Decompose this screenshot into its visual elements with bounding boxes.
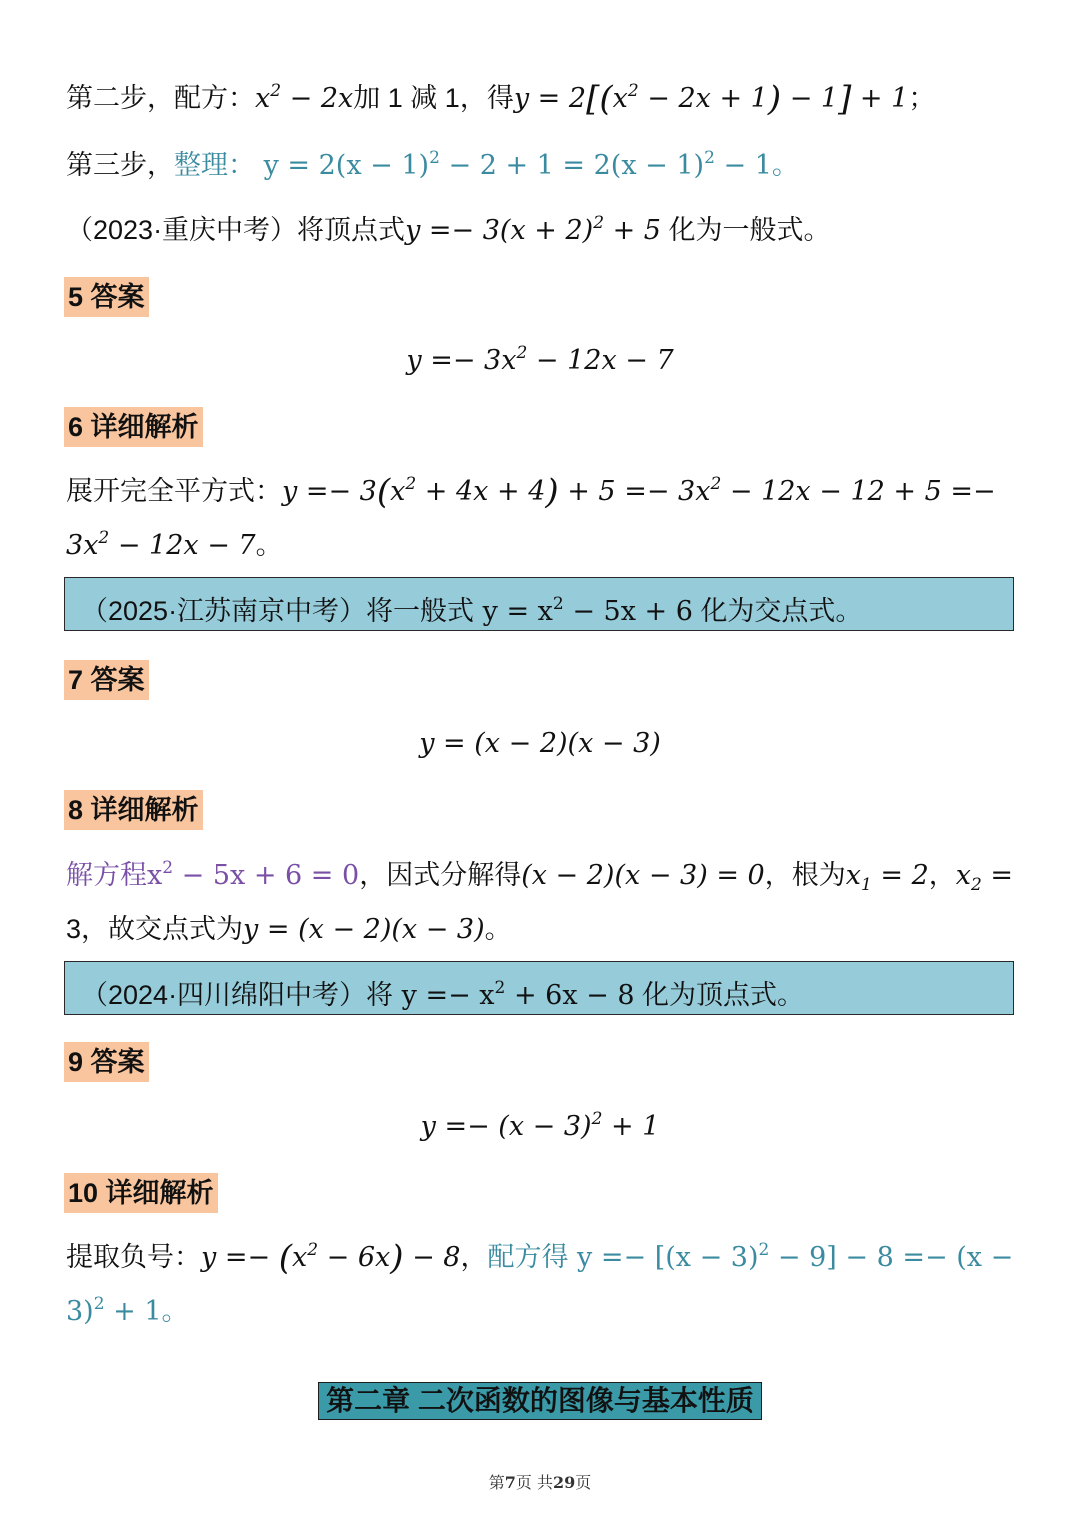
answer-tag-7: 7 答案 [64,660,149,700]
analysis-tag-8: 8 详细解析 [64,790,203,830]
chapter-heading: 第二章 二次函数的图像与基本性质 [318,1382,762,1420]
sol6-punct: 。 [255,530,283,560]
step3-label: 第三步， [66,150,174,180]
solution-6-line1: 展开完全平方式：$y =- 3(x^2 + 4x + 4) + 5 =- 3x^2 - 12x - 12 + 5$ =− [66,472,996,512]
sol8-purple-label: 解方程 [66,860,147,890]
q2-text: （2025·江苏南京中考）将一般式 [81,596,475,626]
question-chongqing [66,212,831,249]
sol8-comma: ， [928,860,956,890]
footer-page-number: 7 [504,1473,516,1492]
solution-8-line1: 解方程$x^2 - 5x + 6 = 0$，因式分解得(x − 2)(x − 3) = 0，根为$x_1 = 2$，$x_2$ = [66,858,1014,895]
solution-8-line2: 3，故交点式为y = (x − 2)(x − 3)。 [66,914,512,945]
sol10-expr-cont: 3)$^2$ + 1 [66,1294,162,1327]
q1-tail: 化为一般式。 [660,215,831,245]
sol10-expr: $y =- [(x - 3)^2 - 9] - 8 =- (x$ − [568,1240,1014,1273]
solution-6-line2: $3x^2 - 12x - 7$。 [66,528,283,561]
sol8-line2: 3，故交点式为 [66,914,244,944]
q1-expr: $y =- 3(x + 2)^2 + 5$ [405,213,661,246]
footer-post: 页 [575,1473,592,1492]
step2-tail: ； [908,83,936,113]
question-nanjing-box [64,577,1014,631]
step2-add-text: 加 1 减 1，得 [353,83,514,113]
step3-line [66,147,799,184]
analysis-tag-10: 10 详细解析 [64,1173,218,1213]
sol10-punct: 。 [161,1296,189,1326]
step3-punct: 。 [771,150,799,180]
sol10-teal-label: 配方得 [487,1242,569,1272]
step3-teal-label: 整理： [174,150,255,180]
q2-tail: 化为交点式。 [692,596,863,626]
sol8-equation: $x^2 - 5x + 6 = 0$ [147,858,360,891]
q1-text: （2023·重庆中考）将顶点式 [66,215,406,245]
q3-expr: $y =- x^2 + 6x - 8$ [393,978,635,1011]
footer-total-pages: 29 [552,1473,576,1492]
step2-expr: $x^2 - 2x$ [255,81,354,114]
sol6-label: 展开完全平方式： [66,476,282,506]
answer-5-formula: $y =- 3x^2 - 12x - 7$ [406,343,674,376]
step3-expr: $y = 2(x - 1)^2 - 2 + 1 = 2(x - 1)^2 - 1$ [255,148,772,181]
q2-expr: $y = x^2 - 5x + 6$ [474,594,693,627]
step2-label: 第二步，配方： [66,83,255,113]
answer-tag-9: 9 答案 [64,1042,149,1082]
q3-text: （2024·四川绵阳中考）将 [81,980,394,1010]
sol10-comma: ， [460,1242,488,1272]
step2-line [66,80,935,117]
solution-10-line2 [66,1293,189,1330]
step2-result: $y = 2[(x^2 - 2x + 1) - 1] + 1$ [513,79,909,119]
footer-pre: 第 [488,1473,505,1492]
sol8-mid2: ，根为 [764,860,846,890]
page-footer [0,1470,1080,1493]
sol10-label: 提取负号： [66,1242,201,1272]
answer-tag-5: 5 答案 [64,277,149,317]
sol8-mid1: ，因式分解得 [359,860,522,890]
footer-mid: 页 共 [515,1473,553,1492]
answer-9-formula: $y =- (x - 3)^2 + 1$ [420,1109,660,1142]
sol8-punct: 。 [484,914,512,944]
solution-10-line1: 提取负号：$y =- (x^2 - 6x) - 8$，配方得 $y =- [(x - 3)^2 - 9] - 8 =- (x$ − [66,1238,1014,1278]
q3-tail: 化为顶点式。 [634,980,805,1010]
question-mianyang-box [64,961,1014,1015]
answer-7-formula: y = (x − 2)(x − 3) [419,728,661,759]
analysis-tag-6: 6 详细解析 [64,407,203,447]
